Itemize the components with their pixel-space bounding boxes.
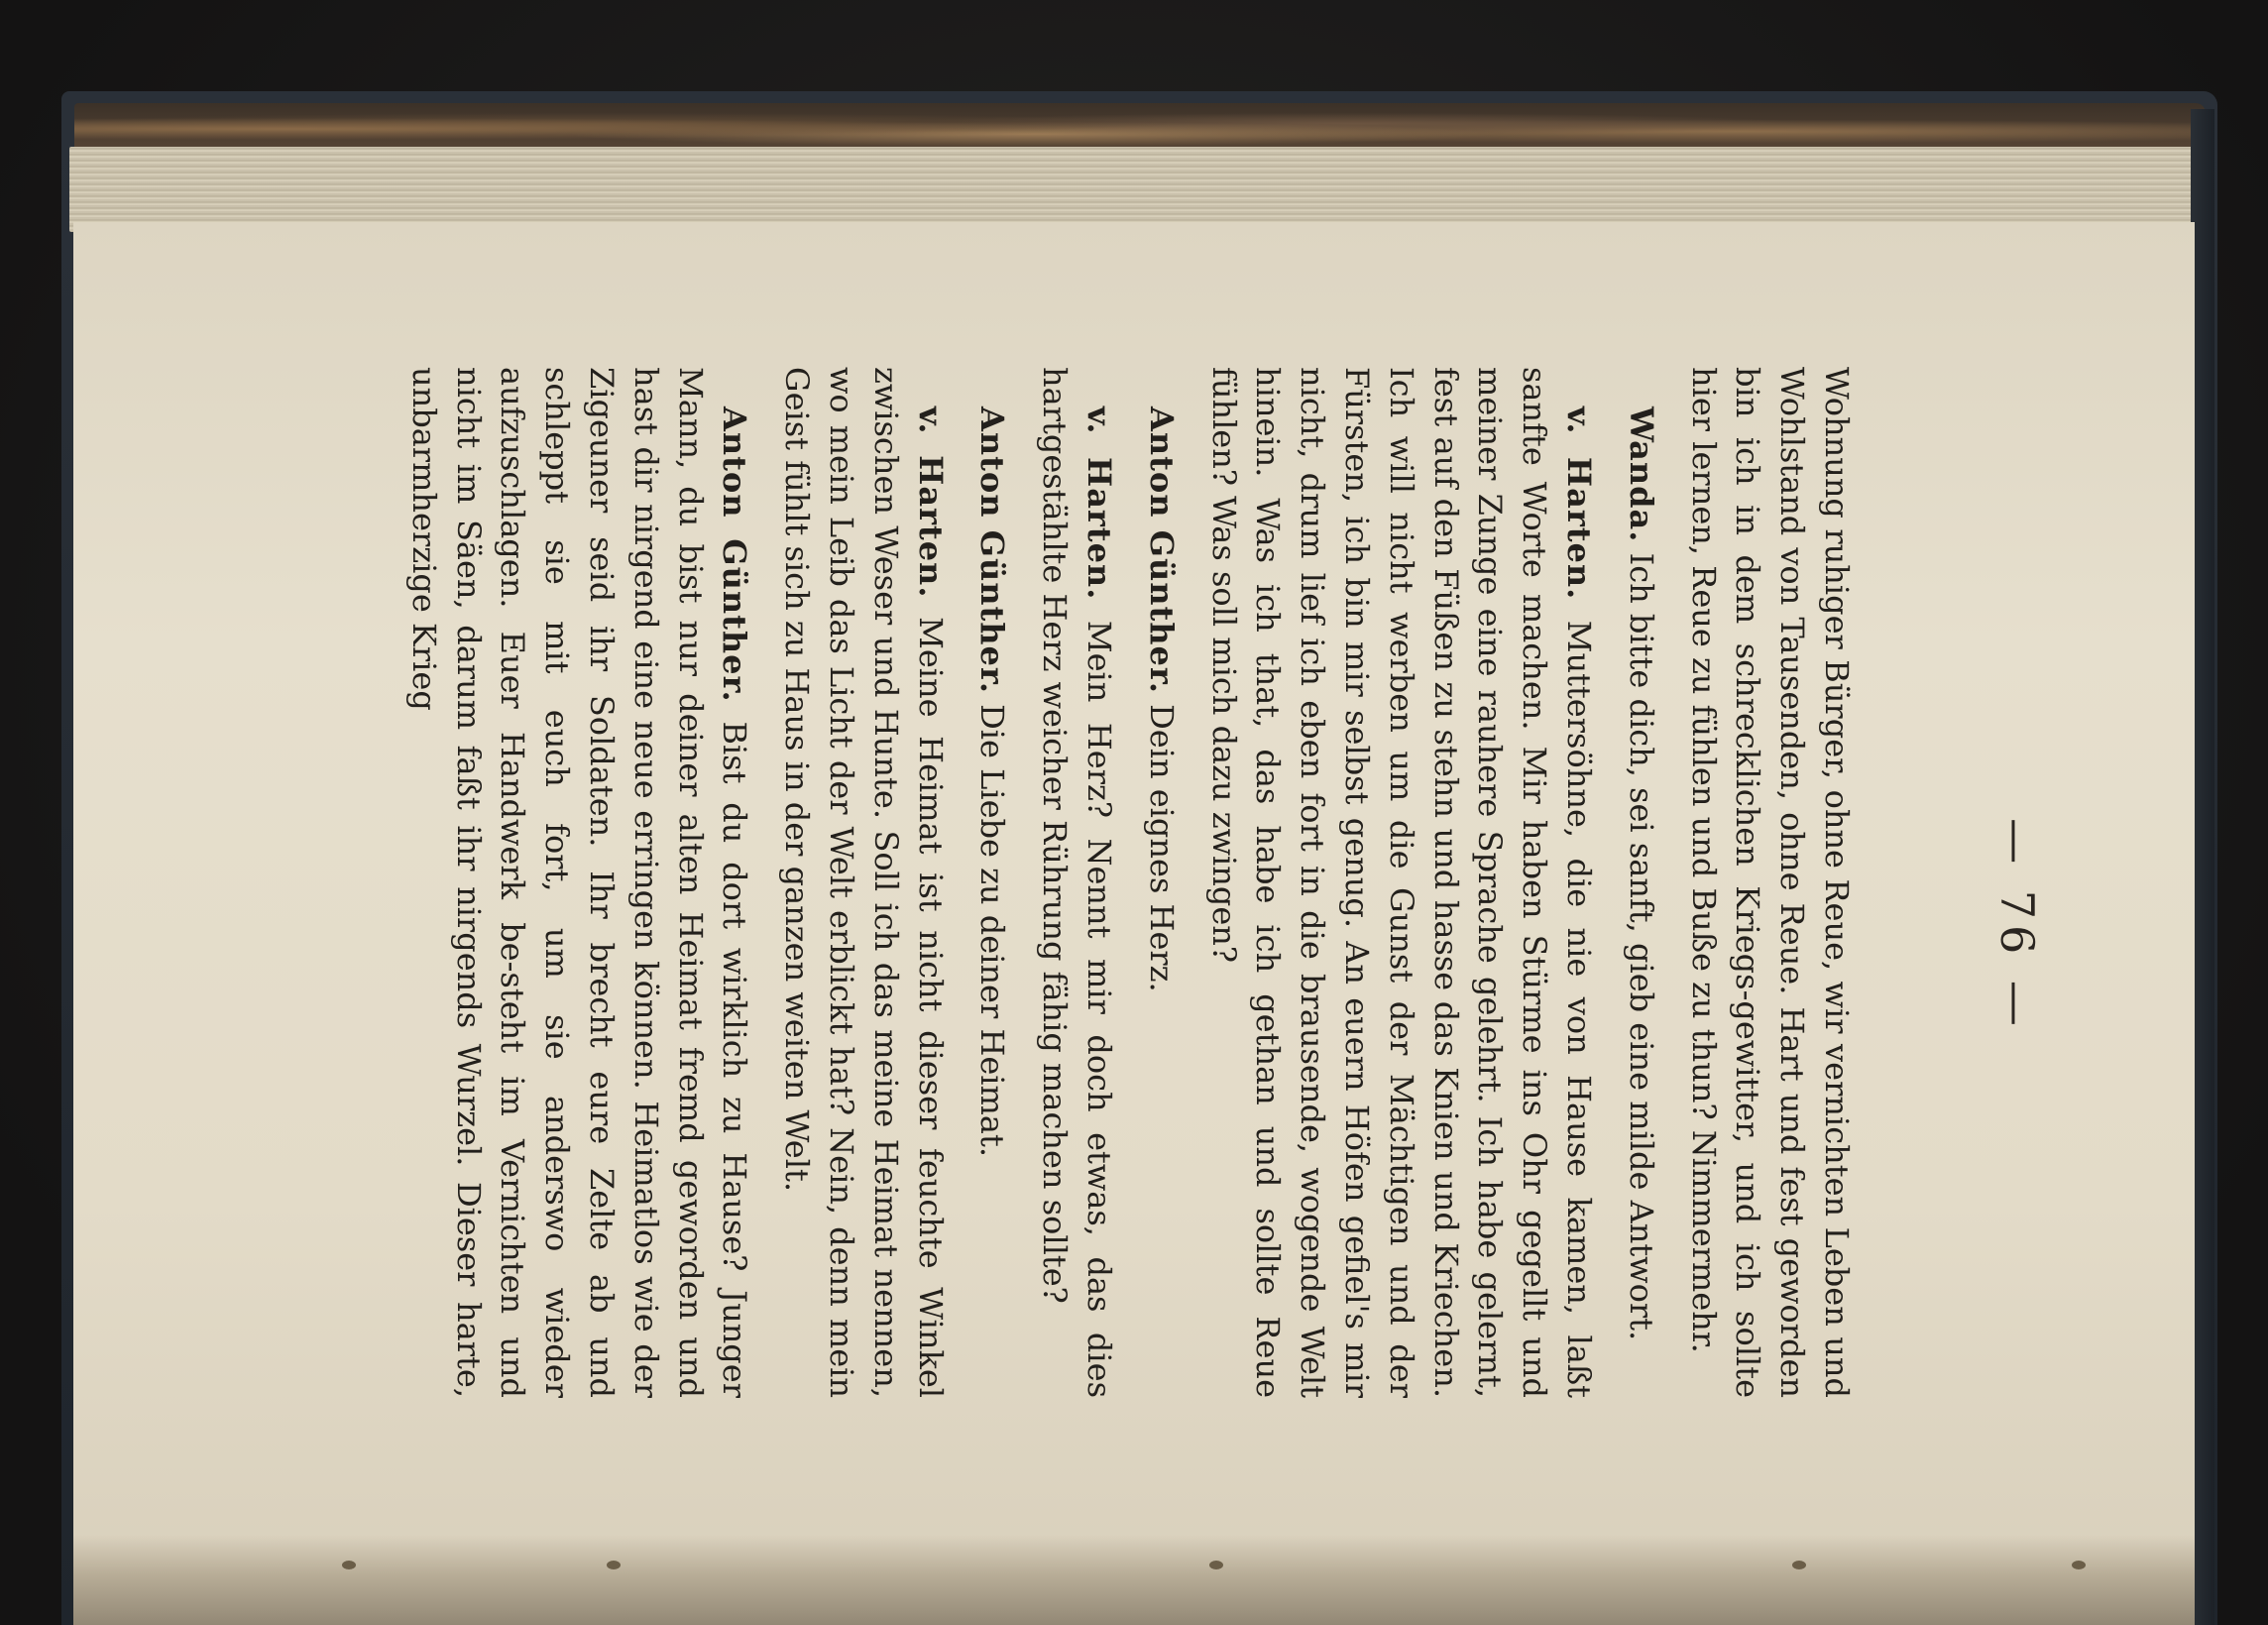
paragraph-text: Wohnung ruhiger Bürger, ohne Reue, wir vernichten Leben und Wohlstand von Tausenden, ohne Reue. Hart und fest geworden bin ich in dem schrecklichen Kriegs-gewitter, und ich sollte hier lernen, Reue zu fühlen und Buße zu thun? Nimmermehr.	[1684, 367, 1856, 1398]
paragraph	[1201, 367, 1601, 1398]
speaker-name: v. Harten.	[1560, 406, 1599, 601]
speaker-name: Anton Günther.	[973, 406, 1012, 694]
speaker-name: v. Harten.	[911, 406, 950, 599]
binding-stitch	[1792, 1561, 1806, 1569]
page-gutter	[73, 1535, 2195, 1625]
paragraph-text: Meine Heimat ist nicht dieser feuchte Winkel zwischen Weser und Hunte. Soll ich das meine Heimat nennen, wo mein Leib das Licht der Welt erblickt hat? Nein, denn mein Geist fühlt sich zu Haus in der ganzen weiten Welt.	[778, 367, 950, 1399]
paragraph-text: Bist du dort wirklich zu Hause? Junger Mann, du bist nur deiner alten Heimat fremd geworden und hast dir nirgend eine neue erringen können. Heimatlos wie der Zigeuner seid ihr Soldaten. Ihr brecht eure Zelte ab und schleppt sie mit euch fort, um sie anderswo wieder aufzuschlagen. Euer Handwerk be-steht im Vernichten und nicht im Säen, darum faßt ihr nirgends Wurzel. Dieser harte, unbarmherzige Krieg	[404, 367, 754, 1399]
paragraph-text: Mein Herz? Nennt mir doch etwas, das dies hartgestählte Herz weicher Rührung fähig machen sollte?	[1036, 367, 1119, 1399]
binding-stitch	[1209, 1561, 1223, 1569]
page-number: — 76 —	[1990, 818, 2044, 1032]
speaker-name: Anton Günther.	[716, 406, 754, 703]
paragraph	[1139, 367, 1184, 1398]
speaker-name: Wanda.	[1622, 406, 1660, 543]
page-text	[322, 367, 1859, 1398]
paragraph-text: Ich bitte dich, sei sanft, gieb eine milde Antwort.	[1622, 552, 1660, 1341]
page-edges	[69, 147, 2203, 232]
binding-stitch	[2072, 1561, 2086, 1569]
binding-stitch	[342, 1561, 356, 1569]
paragraph	[1619, 367, 1663, 1398]
binding-stitch	[607, 1561, 621, 1569]
paragraph-text: Dein eignes Herz.	[1142, 704, 1181, 992]
speaker-name: v. Harten.	[1080, 406, 1119, 601]
paragraph	[774, 367, 952, 1398]
paragraph	[1681, 367, 1859, 1398]
paragraph-text: Muttersöhne, die nie von Hause kamen, laßt sanfte Worte machen. Mir haben Stürme ins Ohr gegellt und meiner Zunge eine rauhere Sprache gelehrt. Ich habe gelernt, fest auf den Füßen zu stehn und hasse das Knien und Kriechen. Ich will nicht werben um die Gunst der Mächtigen und der Fürsten, ich bin mir selbst genug. An euern Höfen gefiel's mir nicht, drum lief ich eben fort in die brausende, wogende Welt hinein. Was ich that, das habe ich gethan und sollte Reue fühlen? Was soll mich dazu zwingen?	[1204, 367, 1599, 1398]
paragraph	[1032, 367, 1121, 1398]
paragraph	[401, 367, 756, 1398]
speaker-name: Anton Günther.	[1142, 406, 1181, 694]
paragraph	[970, 367, 1015, 1398]
paragraph-text: Die Liebe zu deiner Heimat.	[973, 704, 1012, 1157]
